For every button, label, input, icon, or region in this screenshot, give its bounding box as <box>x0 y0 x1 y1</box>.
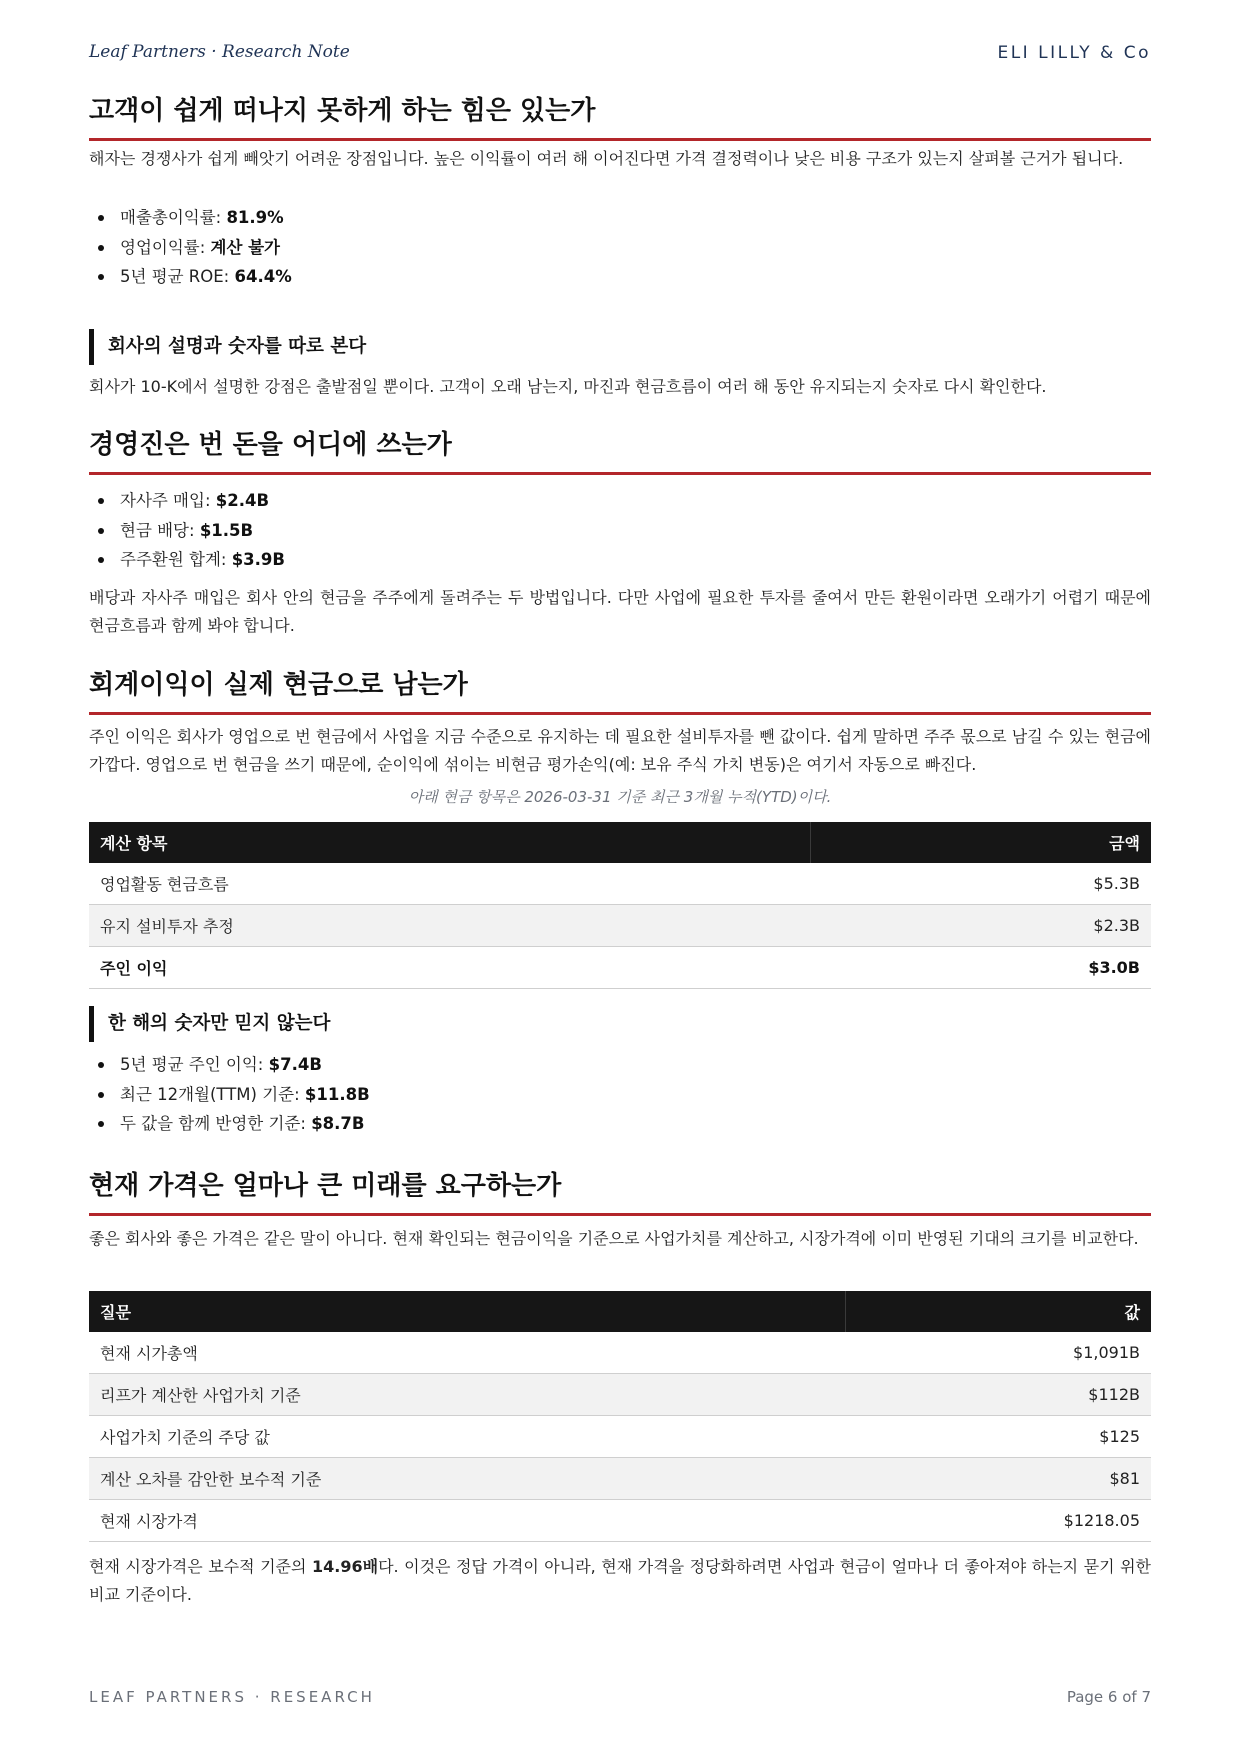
table-row <box>89 1416 1151 1458</box>
section-title-price-expectations: 현재 가격은 얼마나 큰 미래를 요구하는가 <box>89 1169 1151 1216</box>
table-note: 아래 현금 항목은 2026-03-31 기준 최근 3개월 누적(YTD)이다. <box>408 788 832 806</box>
section-title-cash-earnings: 회계이익이 실제 현금으로 남는가 <box>89 668 1151 715</box>
table-row <box>89 1332 1151 1374</box>
section-title-capital-allocation: 경영진은 번 돈을 어디에 쓰는가 <box>89 428 1151 475</box>
list-item: 현금 배당: $1.5B <box>89 516 285 546</box>
running-header-left: Leaf Partners · Research Note <box>89 42 350 62</box>
list-item: 자사주 매입: $2.4B <box>89 486 285 516</box>
moat-metric-list <box>89 203 292 292</box>
list-item: 최근 12개월(TTM) 기준: $11.8B <box>89 1080 370 1110</box>
table-cell-label: 계산 오차를 감안한 보수적 기준 <box>89 1458 845 1500</box>
page-number: Page 6 of 7 <box>1066 1688 1151 1706</box>
column-header: 계산 항목 <box>89 822 810 863</box>
subsection-text-description-vs-numbers: 회사가 10-K에서 설명한 강점은 출발점일 뿐이다. 고객이 오래 남는지, 마진과 현금흐름이 여러 해 동안 유지되는지 숫자로 다시 확인한다. <box>89 377 1047 396</box>
table-row <box>89 863 1151 905</box>
owner-earnings-basis-list <box>89 1050 370 1139</box>
section-text-price-expectations: 좋은 회사와 좋은 가격은 같은 말이 아니다. 현재 확인되는 현금이익을 기준으로 사업가치를 계산하고, 시장가격에 이미 반영된 기대의 크기를 비교한다. <box>89 1229 1139 1248</box>
section-intro-moat: 해자는 경쟁사가 쉽게 빼앗기 어려운 장점입니다. 높은 이익률이 여러 해 이어진다면 가격 결정력이나 낮은 비용 구조가 있는지 살펴볼 근거가 됩니다. <box>89 149 1124 168</box>
list-item: 주주환원 합계: $3.9B <box>89 545 285 575</box>
valuation-table <box>89 1291 1151 1542</box>
column-header: 금액 <box>810 822 1151 863</box>
table-row-total <box>89 947 1151 989</box>
column-header: 질문 <box>89 1291 845 1332</box>
table-cell-label: 현재 시장가격 <box>89 1500 845 1542</box>
shareholder-return-list <box>89 486 285 575</box>
subsection-title-description-vs-numbers: 회사의 설명과 숫자를 따로 본다 <box>89 329 366 365</box>
table-header-row <box>89 1291 1151 1332</box>
table-row <box>89 1458 1151 1500</box>
table-cell-label: 현재 시가총액 <box>89 1332 845 1374</box>
table-cell-value: $112B <box>845 1374 1151 1416</box>
owner-earnings-table <box>89 822 1151 989</box>
section-text-capital-allocation: 배당과 자사주 매입은 회사 안의 현금을 주주에게 돌려주는 두 방법입니다. 다만 사업에 필요한 투자를 줄여서 만든 환원이라면 오래가기 어렵기 때문에 현금흐름과 함께 봐야 합니다. <box>89 588 1151 635</box>
table-cell-value: $1,091B <box>845 1332 1151 1374</box>
table-cell-label: 리프가 계산한 사업가치 기준 <box>89 1374 845 1416</box>
section-text-owner-earnings: 주인 이익은 회사가 영업으로 번 현금에서 사업을 지금 수준으로 유지하는 데 필요한 설비투자를 뺀 값이다. 쉽게 말하면 주주 몫으로 남길 수 있는 현금에 가깝다. 영업으로 번 현금을 쓰기 때문에, 순이익에 섞이는 비현금 평가손익(예: 보유 주식 가치 변동)은 여기서 자동으로 빠진다. <box>89 727 1151 774</box>
table-header-row <box>89 822 1151 863</box>
table-cell-value: $3.0B <box>810 947 1151 989</box>
table-row <box>89 905 1151 947</box>
list-item: 5년 평균 주인 이익: $7.4B <box>89 1050 370 1080</box>
footer-brand: LEAF PARTNERS · RESEARCH <box>89 1688 375 1706</box>
valuation-conclusion: 현재 시장가격은 보수적 기준의 14.96배다. 이것은 정답 가격이 아니라, 현재 가격을 정당화하려면 사업과 현금이 얼마나 더 좋아져야 하는지 묻기 위한 비교 기준이다. <box>89 1557 1151 1604</box>
table-cell-value: $1218.05 <box>845 1500 1151 1542</box>
list-item: 영업이익률: 계산 불가 <box>89 233 292 263</box>
price-multiple: 14.96배 <box>311 1557 379 1576</box>
table-cell-label: 사업가치 기준의 주당 값 <box>89 1416 845 1458</box>
table-cell-value: $2.3B <box>810 905 1151 947</box>
table-cell-label: 주인 이익 <box>89 947 810 989</box>
running-header-right: ELI LILLY & Co <box>997 43 1151 63</box>
list-item: 두 값을 함께 반영한 기준: $8.7B <box>89 1109 370 1139</box>
section-title-moat: 고객이 쉽게 떠나지 못하게 하는 힘은 있는가 <box>89 94 1151 141</box>
table-row <box>89 1500 1151 1542</box>
table-cell-label: 영업활동 현금흐름 <box>89 863 810 905</box>
table-cell-label: 유지 설비투자 추정 <box>89 905 810 947</box>
table-cell-value: $125 <box>845 1416 1151 1458</box>
table-row <box>89 1374 1151 1416</box>
subsection-title-multi-year: 한 해의 숫자만 믿지 않는다 <box>89 1006 330 1042</box>
column-header: 값 <box>845 1291 1151 1332</box>
list-item: 5년 평균 ROE: 64.4% <box>89 262 292 292</box>
list-item: 매출총이익률: 81.9% <box>89 203 292 233</box>
table-cell-value: $81 <box>845 1458 1151 1500</box>
table-cell-value: $5.3B <box>810 863 1151 905</box>
